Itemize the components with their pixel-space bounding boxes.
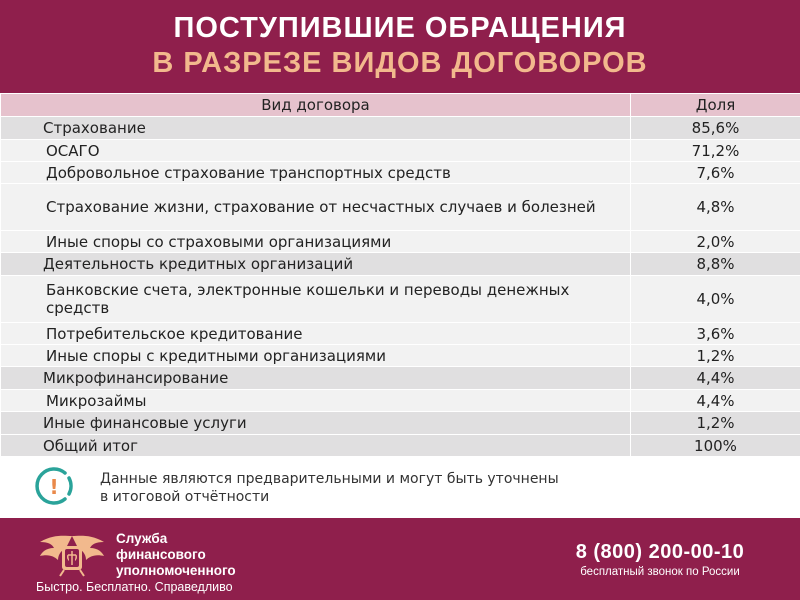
exclamation-circle-icon — [35, 467, 79, 505]
title-line-1: ПОСТУПИВШИЕ ОБРАЩЕНИЯ — [173, 12, 627, 44]
table-row — [1, 184, 800, 231]
row-label: Микрофинансирование — [1, 367, 631, 390]
table-row — [1, 140, 800, 162]
eagle-emblem-icon — [34, 530, 110, 578]
row-label: Общий итог — [1, 435, 631, 457]
row-label: Деятельность кредитных организаций — [1, 253, 631, 276]
org-name-line-1: Служба — [116, 531, 168, 546]
row-label: Страхование — [1, 117, 631, 140]
table-row — [1, 117, 800, 140]
row-value: 71,2% — [631, 140, 800, 162]
table-row — [1, 253, 800, 276]
row-label: Страхование жизни, страхование от несчастных случаев и болезней — [1, 184, 631, 231]
table-row — [1, 162, 800, 184]
row-value: 4,4% — [631, 367, 800, 390]
row-label: Иные споры со страховыми организациями — [1, 231, 631, 253]
row-label: Микрозаймы — [1, 390, 631, 412]
phone-note: бесплатный звонок по России — [580, 566, 740, 578]
org-name-line-2: финансового — [116, 547, 206, 562]
note-text: Данные являются предварительными и могут быть уточнены в итоговой отчётности — [100, 471, 559, 505]
contracts-table — [0, 93, 800, 457]
exclamation-symbol: ! — [49, 475, 59, 499]
row-value: 4,4% — [631, 390, 800, 412]
row-value: 8,8% — [631, 253, 800, 276]
table-row — [1, 390, 800, 412]
row-value: 4,8% — [631, 184, 800, 231]
column-header-type: Вид договора — [1, 94, 631, 117]
row-label: ОСАГО — [1, 140, 631, 162]
tagline: Быстро. Бесплатно. Справедливо — [36, 580, 233, 594]
row-value: 2,0% — [631, 231, 800, 253]
table-row-total — [1, 435, 800, 457]
table-row — [1, 367, 800, 390]
org-name — [116, 531, 316, 579]
header-banner — [0, 0, 800, 93]
table-row — [1, 345, 800, 367]
row-value: 1,2% — [631, 412, 800, 435]
row-label: Иные споры с кредитными организациями — [1, 345, 631, 367]
row-label: Банковские счета, электронные кошельки и переводы денежных средств — [1, 276, 631, 323]
table-row — [1, 276, 800, 323]
table-row — [1, 231, 800, 253]
org-name-line-3: уполномоченного — [116, 563, 236, 578]
row-label: Потребительское кредитование — [1, 323, 631, 345]
row-value: 7,6% — [631, 162, 800, 184]
row-value: 1,2% — [631, 345, 800, 367]
row-label: Добровольное страхование транспортных средств — [1, 162, 631, 184]
column-header-share: Доля — [631, 94, 800, 117]
title-line-2: В РАЗРЕЗЕ ВИДОВ ДОГОВОРОВ — [152, 47, 648, 79]
row-value: 85,6% — [631, 117, 800, 140]
table-header-row — [1, 94, 800, 117]
phone-number[interactable]: 8 (800) 200-00-10 — [575, 541, 745, 563]
table-row — [1, 323, 800, 345]
row-value: 100% — [631, 435, 800, 457]
table-row — [1, 412, 800, 435]
row-label: Иные финансовые услуги — [1, 412, 631, 435]
row-value: 4,0% — [631, 276, 800, 323]
row-value: 3,6% — [631, 323, 800, 345]
